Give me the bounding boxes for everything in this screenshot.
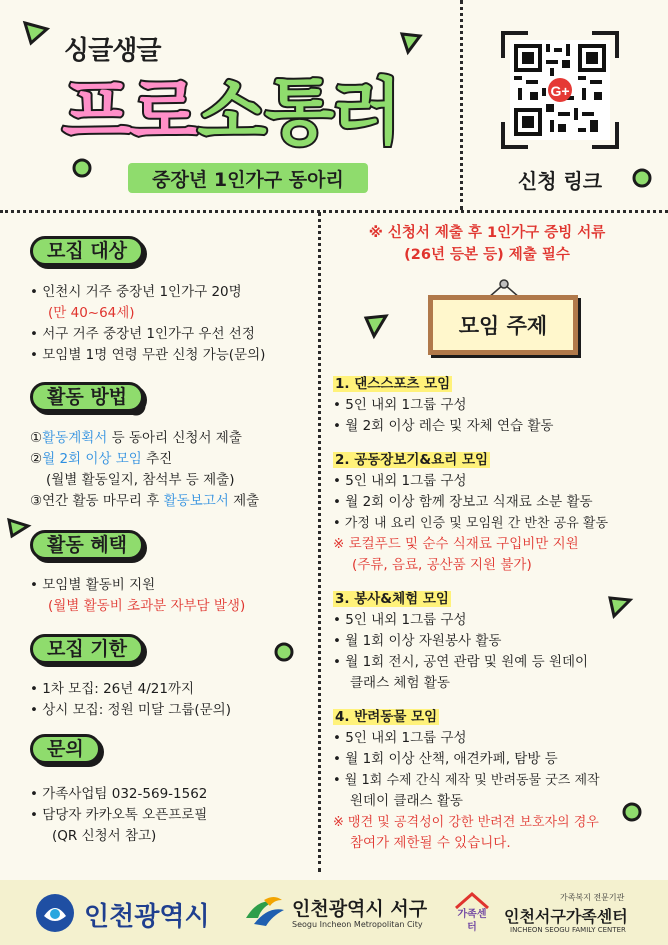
section-deadline: 모집 기한 (30, 634, 144, 664)
triangle-decoration-icon (362, 312, 390, 340)
benefit-item-1-sub: (월별 활동비 초과분 자부담 발생) (48, 598, 246, 614)
topic-2-item-3: • 가정 내 요리 인증 및 모임원 간 반찬 공유 활동 (333, 516, 609, 531)
incheon-logo-icon (34, 892, 76, 934)
method-step-3: ③연간 활동 마무리 후 활동보고서 제출 (30, 493, 260, 509)
topic-2-note-2: (주류, 음료, 공산품 지원 불가) (352, 557, 532, 573)
divider-header (460, 0, 463, 210)
footer-logo-seogu-sub: Seogu Incheon Metropolitan City (292, 920, 423, 929)
recruit-item-3: • 모임별 1명 연령 무관 신청 가능(문의) (30, 347, 266, 363)
section-contact: 문의 (30, 734, 101, 764)
section-activity-method: 활동 방법 (30, 382, 144, 412)
topic-4-note-1: ※ 맹견 및 공격성이 강한 반려견 보호자의 경우 (333, 815, 599, 830)
footer-logo-family: 인천서구가족센터 (504, 907, 628, 926)
topic-1-item-1: • 5인 내외 1그룹 구성 (333, 397, 467, 413)
notice-line-2: (26년 등본 등) 제출 필수 (404, 247, 570, 263)
method-step-2-sub: (월별 활동일지, 참석부 등 제출) (46, 472, 235, 488)
topic-2-item-1: • 5인 내외 1그룹 구성 (333, 473, 467, 489)
main-title (62, 72, 400, 152)
divider-middle (318, 212, 321, 872)
section-recruit-target: 모집 대상 (30, 236, 144, 266)
topic-2-note-1: ※ 로컬푸드 및 순수 식재료 구입비만 지원 (333, 536, 579, 552)
recruit-item-1-sub: (만 40~64세) (48, 305, 135, 321)
circle-decoration-icon (630, 166, 654, 190)
title-part-2: 소통러 (197, 70, 400, 154)
contact-item-2-sub: (QR 신청서 참고) (52, 828, 157, 844)
circle-decoration-icon (620, 800, 644, 824)
deadline-item-2: • 상시 모집: 정원 미달 그룹(문의) (30, 702, 231, 718)
topic-4-item-1: • 5인 내외 1그룹 구성 (333, 730, 467, 746)
seogu-logo-icon (244, 894, 286, 930)
topic-4-note-2: 참여가 제한될 수 있습니다. (350, 835, 511, 851)
notice (322, 222, 652, 266)
topic-board-title: 모임 주제 (458, 314, 548, 338)
topic-4-title: 4. 반려동물 모임 (335, 709, 438, 725)
topic-2-title: 2. 공동장보기&요리 모임 (335, 452, 489, 468)
triangle-decoration-icon (22, 20, 50, 46)
method-step-2: ②월 2회 이상 모임 추진 (30, 451, 173, 467)
svg-text:G+: G+ (550, 83, 570, 99)
footer (0, 880, 668, 945)
subtitle: 싱글생글 (64, 36, 161, 66)
triangle-decoration-icon (398, 30, 424, 56)
topic-3-item-1: • 5인 내외 1그룹 구성 (333, 612, 467, 628)
topic-4-item-3b: 원데이 클래스 활동 (350, 793, 463, 809)
benefit-item-1: • 모임별 활동비 지원 (30, 577, 156, 593)
topic-2-item-2: • 월 2회 이상 함께 장보고 식재료 소분 활동 (333, 494, 593, 510)
section-benefit: 활동 혜택 (30, 530, 144, 560)
recruit-item-2: • 서구 거주 중장년 1인가구 우선 선정 (30, 326, 255, 342)
qr-frame-icon (500, 30, 620, 150)
method-step-1: ①활동계획서 등 동아리 신청서 제출 (30, 430, 242, 446)
topic-1-title: 1. 댄스스포츠 모임 (335, 376, 451, 392)
notice-line-1: ※ 신청서 제출 후 1인가구 증빙 서류 (368, 225, 606, 241)
topic-4-item-3: • 월 1회 수제 간식 제작 및 반려동물 굿즈 제작 (333, 773, 600, 788)
title-part-1: 프로 (62, 70, 198, 154)
topic-4-item-2: • 월 1회 이상 산책, 애견카페, 탐방 등 (333, 751, 558, 767)
footer-logo-family-sub: INCHEON SEOGU FAMILY CENTER (510, 926, 626, 934)
deadline-item-1: • 1차 모집: 26년 4/21까지 (30, 681, 195, 697)
footer-logo-family-small: 가족복지 전문기관 (560, 893, 625, 902)
circle-decoration-icon (272, 640, 296, 664)
recruit-item-1: • 인천시 거주 중장년 1인가구 20명 (30, 284, 242, 300)
family-center-mark-text: 가족센터 (457, 909, 487, 933)
apply-link-label[interactable]: 신청 링크 (517, 169, 603, 193)
contact-item-2: • 담당자 카카오톡 오픈프로필 (30, 807, 208, 823)
contact-item-1: • 가족사업팀 032-569-1562 (30, 786, 208, 802)
triangle-decoration-icon (606, 592, 634, 620)
topic-3-item-2: • 월 1회 이상 자원봉사 활동 (333, 633, 502, 649)
topic-1-item-2: • 월 2회 이상 레슨 및 자체 연습 활동 (333, 418, 554, 434)
topic-3-item-3b: 클래스 체험 활동 (350, 675, 450, 691)
topic-3-item-3: • 월 1회 전시, 공연 관람 및 원예 등 원데이 (333, 654, 589, 670)
family-center-mark-icon (452, 890, 492, 938)
triangle-decoration-icon (6, 516, 32, 540)
circle-decoration-icon (70, 156, 94, 180)
footer-logo-seogu: 인천광역시 서구 (292, 898, 428, 920)
tagline: 중장년 1인가구 동아리 (152, 169, 344, 191)
topic-3-title: 3. 봉사&체험 모임 (335, 591, 449, 607)
footer-logo-incheon: 인천광역시 (84, 902, 210, 932)
divider-top (0, 210, 668, 213)
